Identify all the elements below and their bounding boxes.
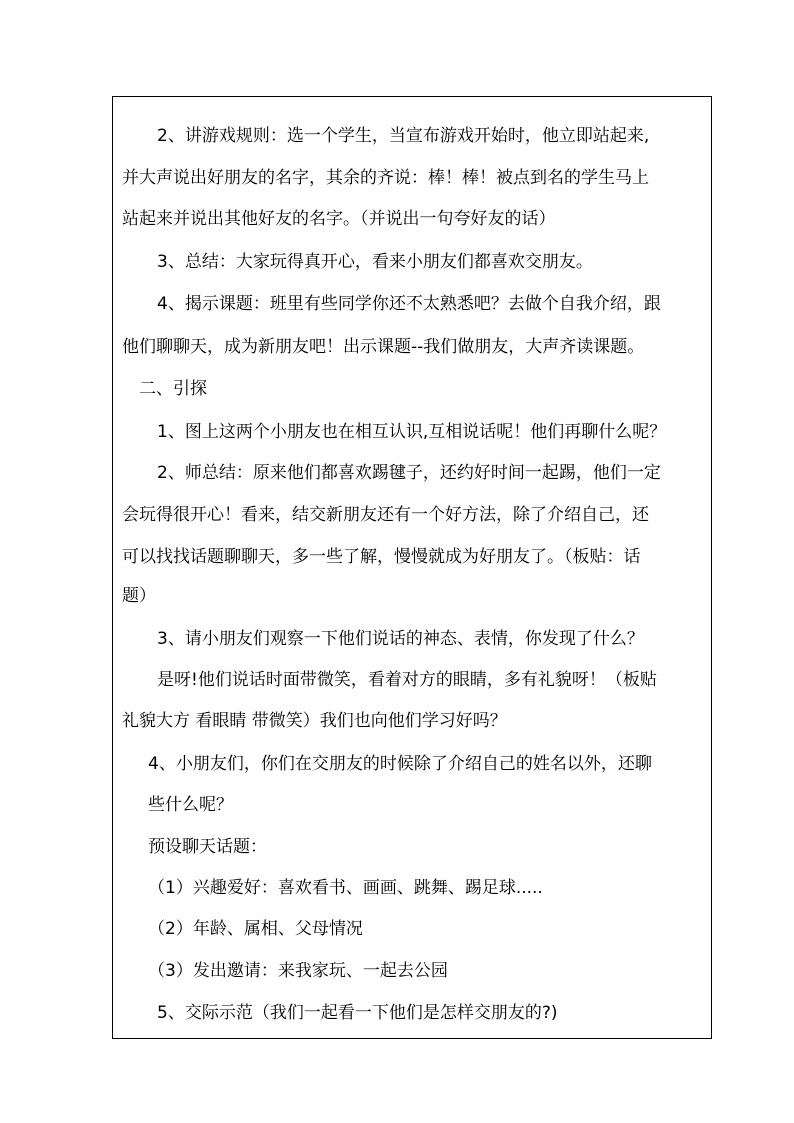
paragraph-manners-line-2: 礼貌大方 看眼睛 带微笑）我们也向他们学习好吗？ [122,711,507,731]
topic-item: （3）发出邀请：来我家玩、一起去公园 [148,961,448,981]
paragraph-teacher-summary-line-3: 可以找找话题聊聊天，多一些了解，慢慢就成为好朋友了。（板贴：话 [122,547,641,567]
paragraph-chat-question-line-1: 4、小朋友们，你们在交朋友的时候除了介绍自己的姓名以外，还聊 [148,754,652,774]
paragraph-manners-line-1: 是呀!他们说话时面带微笑，看着对方的眼睛，多有礼貌呀！（板贴 [157,670,657,690]
paragraph-rules-line-2: 并大声说出好朋友的名字，其余的齐说：棒！棒！被点到名的学生马上 [122,168,649,188]
paragraph-picture-question: 1、图上这两个小朋友也在相互认识,互相说话呢！他们再聊什么呢？ [157,422,667,442]
paragraph-topic-line-2: 他们聊聊天，成为新朋友吧！出示课题--我们做朋友，大声齐读课题。 [122,337,645,357]
paragraph-topic-line-1: 4、揭示课题：班里有些同学你还不太熟悉吧？去做个自我介绍，跟 [157,294,661,314]
paragraph-rules-line-1: 2、讲游戏规则：选一个学生，当宣布游戏开始时，他立即站起来, [157,126,650,146]
paragraph-rules-line-3: 站起来并说出其他好友的名字。（并说出一句夸好友的话） [122,209,556,229]
paragraph-teacher-summary-line-4: 题） [122,586,156,606]
paragraph-demo: 5、交际示范（我们一起看一下他们是怎样交朋友的?) [157,1003,558,1023]
paragraph-observe: 3、请小朋友们观察一下他们说话的神态、表情，你发现了什么？ [157,629,644,649]
paragraph-teacher-summary-line-1: 2、师总结：原来他们都喜欢踢毽子，还约好时间一起踢，他们一定 [157,463,661,483]
topic-item: （1）兴趣爱好：喜欢看书、画画、跳舞、踢足球..... [148,878,543,898]
section-heading-yintan: 二、引探 [139,379,207,399]
paragraph-teacher-summary-line-2: 会玩得很开心！看来，结交新朋友还有一个好方法，除了介绍自己，还 [122,505,649,525]
document-frame [112,96,712,1039]
paragraph-preset-topics-heading: 预设聊天话题： [148,837,267,857]
paragraph-summary: 3、总结：大家玩得真开心，看来小朋友们都喜欢交朋友。 [157,252,593,272]
paragraph-chat-question-line-2: 些什么呢？ [148,795,233,815]
topic-item: （2）年龄、属相、父母情况 [148,919,363,939]
